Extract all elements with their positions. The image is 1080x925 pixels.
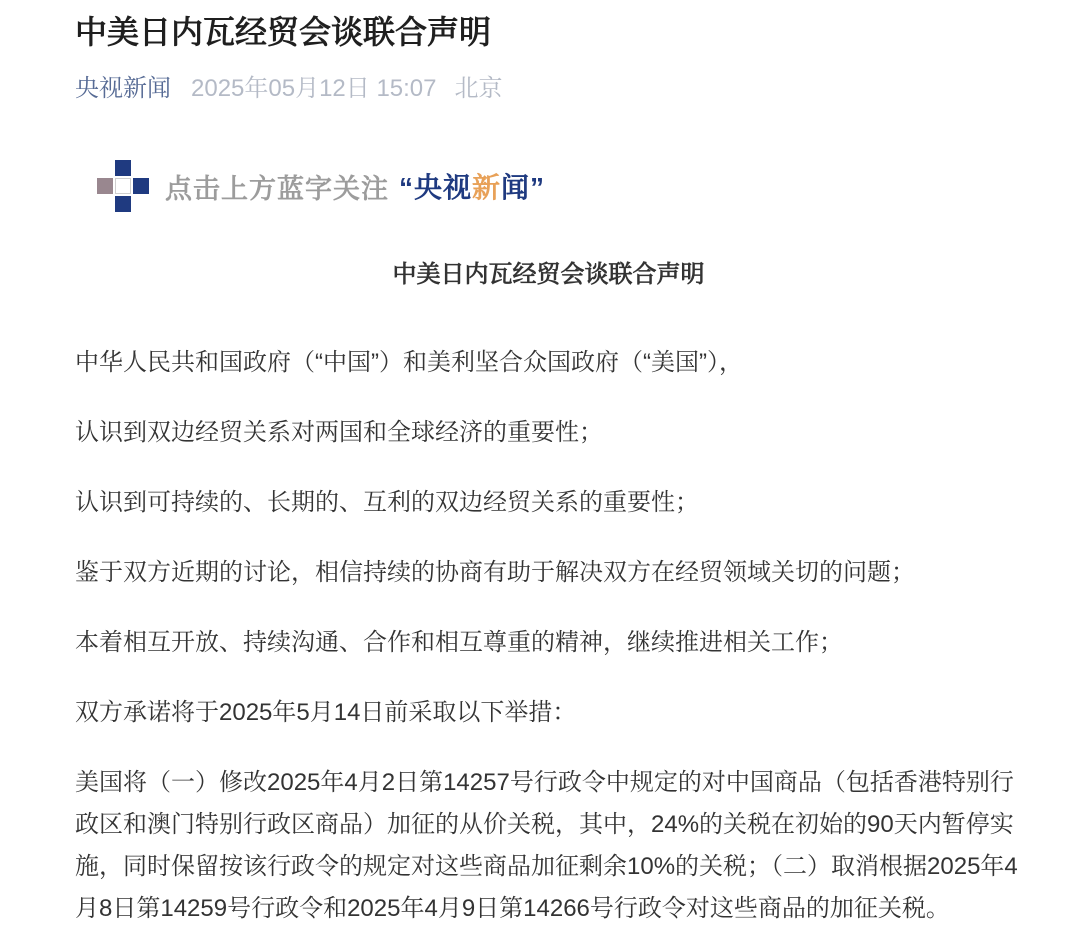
brand-name-part-1: 央视 — [414, 172, 473, 203]
paragraph-4: 鉴于双方近期的讨论，相信持续的协商有助于解决双方在经贸领域关切的问题； — [75, 559, 915, 586]
paragraph-6: 双方承诺将于2025年5月14日前采取以下举措： — [75, 699, 577, 726]
logo-cell-empty — [133, 160, 149, 176]
logo-cell-mauve-left — [97, 178, 113, 194]
logo-cell-empty — [97, 196, 113, 212]
page-title: 中美日内瓦经贸会谈联合声明 — [75, 14, 492, 50]
account-link[interactable]: 央视新闻 — [75, 75, 171, 102]
paragraph-1: 中华人民共和国政府（“中国”）和美利坚合众国政府（“美国”）， — [75, 349, 743, 376]
paragraph-5: 本着相互开放、持续沟通、合作和相互尊重的精神，继续推进相关工作； — [75, 629, 843, 656]
account-brand-name — [399, 166, 545, 206]
plus-logo-icon — [97, 160, 149, 212]
logo-cell-center — [115, 178, 131, 194]
paragraph-7: 美国将（一）修改2025年4月2日第14257号行政令中规定的对中国商品（包括香港特别行政区和澳门特别行政区商品）加征的从价关税，其中，24%的关税在初始的90天内暂停实施，同时保留按该行政令的规定对这些商品加征剩余10%的关税；（二）取消根据2025年4月8日第14259号行政令和2025年4月9日第14266号行政令对这些商品的加征关税。 — [75, 769, 1018, 922]
brand-quote-open: “ — [399, 172, 414, 203]
publish-date: 2025年05月12日 15:07 — [191, 75, 437, 102]
publish-location: 北京 — [454, 75, 503, 102]
article-heading: 中美日内瓦经贸会谈联合声明 — [392, 261, 705, 288]
logo-cell-navy-right — [133, 178, 149, 194]
paragraph-2: 认识到双边经贸关系对两国和全球经济的重要性； — [75, 419, 603, 446]
logo-cell-empty — [97, 160, 113, 176]
paragraph-3: 认识到可持续的、长期的、互利的双边经贸关系的重要性； — [75, 489, 699, 516]
byline — [75, 76, 1022, 102]
logo-cell-navy-top — [115, 160, 131, 176]
brand-name-part-2: 新 — [472, 172, 502, 203]
brand-name-part-3: 闻 — [501, 172, 531, 203]
brand-quote-close: ” — [530, 172, 546, 203]
logo-cell-navy-bottom — [115, 196, 131, 212]
logo-cell-empty — [133, 196, 149, 212]
follow-prompt-text: 点击上方蓝字关注 — [165, 173, 389, 204]
follow-banner[interactable] — [97, 160, 1022, 212]
